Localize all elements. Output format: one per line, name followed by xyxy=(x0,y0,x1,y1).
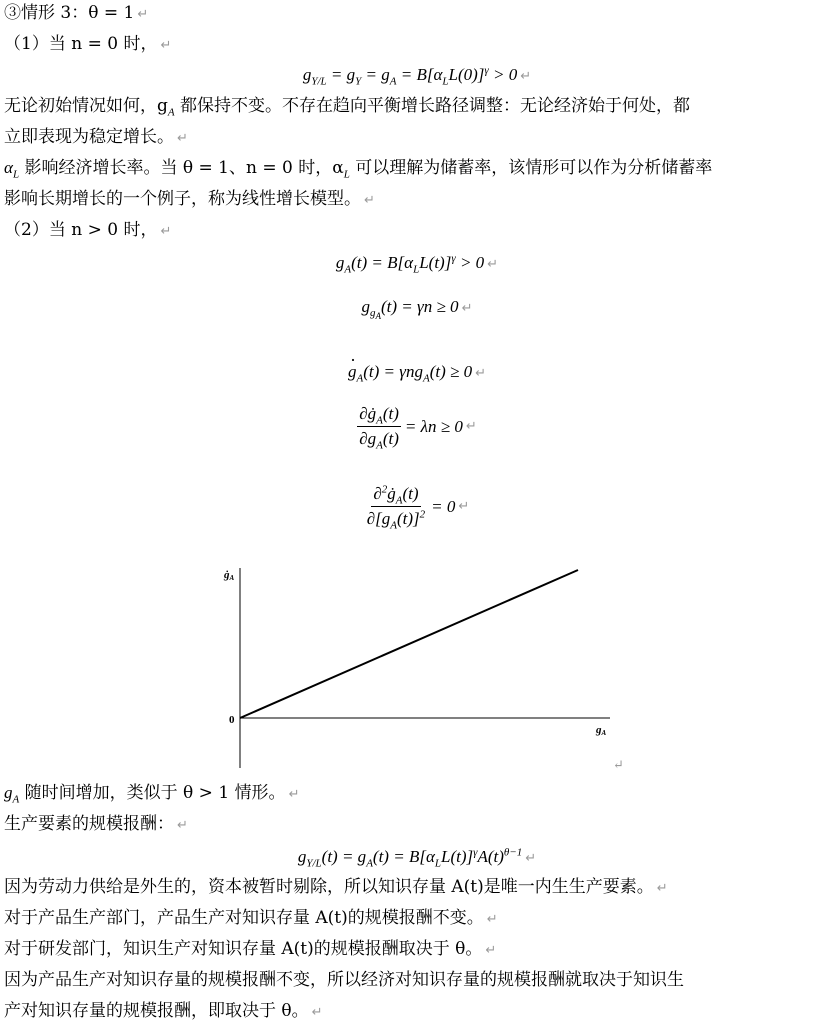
paragraph-rd-sector: 对于研发部门，知识生产对知识存量 A(t)的规模报酬取决于 θ。 ↵ xyxy=(4,939,497,959)
paragraph-knowledge-factor: 因为劳动力供给是外生的，资本被暂时剔除，所以知识存量 A(t)是唯一内生生产要素。 ↵ xyxy=(4,877,668,897)
return-mark-icon: ↵ xyxy=(656,881,668,896)
paragraph-conclusion-cont: 产对知识存量的规模报酬，即取决于 θ。 ↵ xyxy=(4,1001,323,1021)
return-mark-icon: ↵ xyxy=(465,419,477,434)
return-mark-icon: ↵ xyxy=(311,1005,323,1020)
paragraph-conclusion: 因为产品生产对知识存量的规模报酬不变，所以经济对知识存量的规模报酬就取决于知识生 xyxy=(4,970,684,990)
equation-second-derivative: $\frac{\partial^2ġ_A(t)}{\partial[g_A(t)]^2}$ = 0 ↵ xyxy=(366,483,470,532)
return-mark-icon: ↵ xyxy=(288,787,300,802)
return-mark-icon: ↵ xyxy=(520,69,532,84)
return-mark-icon: ↵ xyxy=(458,499,470,514)
equation-ga-dot: · $g_A(t) = \gamma ng_A(t) \ge 0$ ↵ xyxy=(0,361,834,383)
equation-ga: $g_A(t) = B[\alpha_LL(t)]^\gamma > 0$ ↵ xyxy=(335,252,499,276)
x-axis-label: gA xyxy=(596,724,607,737)
equation-partial-derivative: $\frac{\partial ġ_A(t)}{\partial g_A(t)}$ = λn ≥ 0 ↵ xyxy=(359,404,477,452)
y-axis-label: ġA xyxy=(224,569,235,582)
return-mark-icon: ↵ xyxy=(487,257,499,272)
growth-line xyxy=(240,570,578,718)
paragraph-stable-growth: 无论初始情况如何，$g_A$ 都保持不变。不存在趋向平衡增长路径调整：无论经济始于何处，都 xyxy=(4,96,691,117)
paragraph-stable-growth-cont: 立即表现为稳定增长。 ↵ xyxy=(4,127,188,147)
paragraph-ga-increase: $g_A$ 随时间增加，类似于 θ > 1 情形。 ↵ xyxy=(4,783,300,806)
equation-growth-rate: $g_{Y/L} = g_Y = g_A = B[\alpha_LL(0)]^\gamma > 0$ ↵ xyxy=(302,64,532,88)
return-mark-icon: ↵ xyxy=(137,7,149,22)
paragraph-linear-growth: $\alpha_L$ 影响经济增长率。当 θ = 1、n = 0 时，$\alpha_L$ 可以理解为储蓄率，该情形可以作为分析储蓄率 xyxy=(4,158,713,179)
subcase-1-title: （1）当 n = 0 时， ↵ xyxy=(4,34,172,54)
return-mark-icon: ↵ xyxy=(461,301,473,316)
return-mark-icon: ↵ xyxy=(160,224,172,239)
case-title: ③情形 3：θ = 1 ↵ xyxy=(4,3,149,23)
equation-g-ga: $g_{g_A}(t) = \gamma n \ge 0$ ↵ xyxy=(361,297,473,322)
paragraph-linear-growth-cont: 影响长期增长的一个例子，称为线性增长模型。 ↵ xyxy=(4,189,375,209)
paragraph-product-sector: 对于产品生产部门，产品生产对知识存量 A(t)的规模报酬不变。 ↵ xyxy=(4,908,498,928)
return-mark-icon: ↵ xyxy=(525,851,537,866)
subcase-2-title: （2）当 n > 0 时， ↵ xyxy=(4,220,172,240)
return-mark-icon: ↵ xyxy=(160,38,172,53)
return-mark-icon: ↵ xyxy=(486,912,498,927)
return-mark-icon: ↵ xyxy=(177,131,188,146)
return-mark-icon: ↵ xyxy=(613,757,624,772)
equation-gyl: $g_{Y/L}(t) = g_A(t) = B[\alpha_LL(t)]^\gamma A(t)^{\theta-1}$ ↵ xyxy=(297,846,537,870)
origin-label: 0 xyxy=(229,714,235,726)
return-mark-icon: ↵ xyxy=(177,818,188,833)
return-mark-icon: ↵ xyxy=(364,193,375,208)
returns-to-scale-title: 生产要素的规模报酬： ↵ xyxy=(4,814,188,834)
return-mark-icon: ↵ xyxy=(485,943,497,958)
phase-diagram xyxy=(0,562,834,772)
return-mark-icon: ↵ xyxy=(475,366,486,381)
